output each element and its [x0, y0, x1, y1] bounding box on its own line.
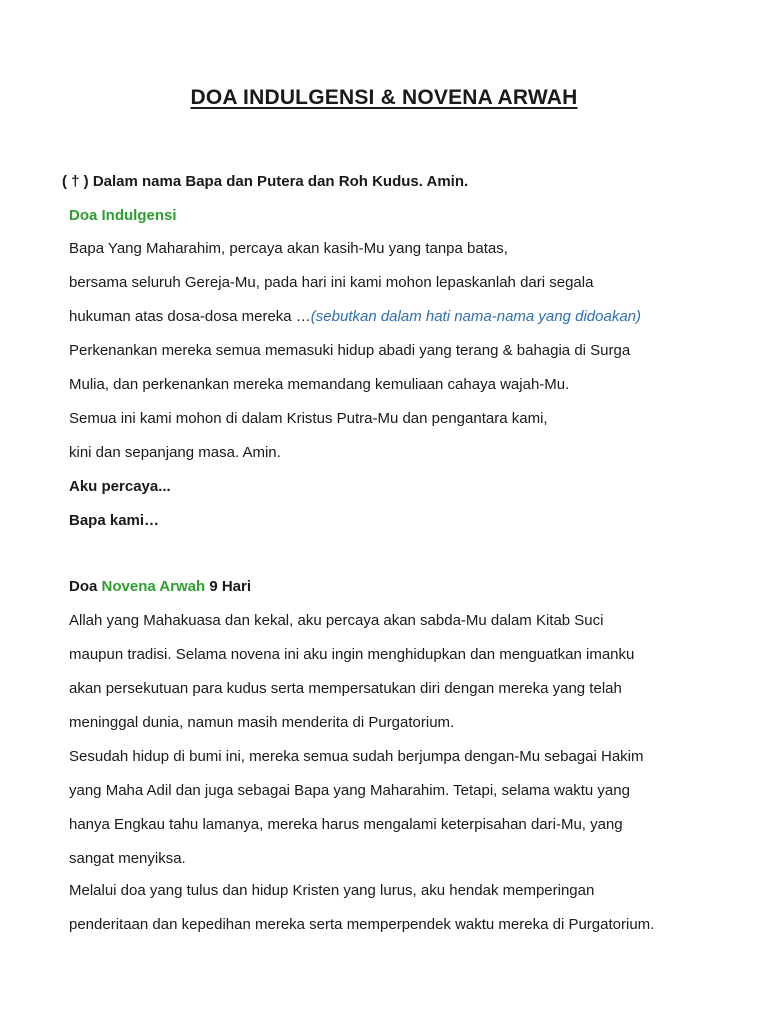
indulgensi-line-7: kini dan sepanjang masa. Amin.: [69, 444, 281, 461]
novena-line-7: hanya Engkau tahu lamanya, mereka harus mengalami keterpisahan dari-Mu, yang: [69, 816, 623, 833]
section-heading-novena: [69, 577, 251, 597]
credo-prayer: Aku percaya...: [69, 478, 171, 495]
novena-line-5: Sesudah hidup di bumi ini, mereka semua sudah berjumpa dengan-Mu sebagai Hakim: [69, 748, 644, 765]
document-title: DOA INDULGENSI & NOVENA ARWAH: [190, 86, 578, 109]
novena-line-9: Melalui doa yang tulus dan hidup Kristen yang lurus, aku hendak memperingan: [69, 882, 595, 899]
novena-line-8: sangat menyiksa.: [69, 850, 186, 867]
novena-line-1: Allah yang Mahakuasa dan kekal, aku percaya akan sabda-Mu dalam Kitab Suci: [69, 612, 604, 629]
novena-heading-pre: Doa: [69, 578, 102, 595]
novena-line-4: meninggal dunia, namun masih menderita di Purgatorium.: [69, 714, 455, 731]
novena-heading-highlight: Novena Arwah: [101, 578, 206, 595]
indulgensi-line-4: Perkenankan mereka semua memasuki hidup abadi yang terang & bahagia di Surga: [69, 342, 631, 359]
opening-invocation: ( † ) Dalam nama Bapa dan Putera dan Roh Kudus. Amin.: [62, 173, 469, 190]
novena-line-2: maupun tradisi. Selama novena ini aku ingin menghidupkan dan menguatkan imanku: [69, 646, 635, 663]
novena-line-10: penderitaan dan kepedihan mereka serta memperpendek waktu mereka di Purgatorium.: [69, 916, 655, 933]
indulgensi-line-2: bersama seluruh Gereja-Mu, pada hari ini kami mohon lepaskanlah dari segala: [69, 274, 594, 291]
pater-prayer: Bapa kami…: [69, 512, 160, 529]
indulgensi-line-3: [69, 307, 641, 327]
indulgensi-line-5: Mulia, dan perkenankan mereka memandang kemuliaan cahaya wajah-Mu.: [69, 376, 570, 393]
indulgensi-line-1: Bapa Yang Maharahim, percaya akan kasih-Mu yang tanpa batas,: [69, 240, 508, 257]
novena-line-6: yang Maha Adil dan juga sebagai Bapa yang Maharahim. Tetapi, selama waktu yang: [69, 782, 630, 799]
instruction-note: (sebutkan dalam hati nama-nama yang didoakan): [310, 308, 641, 325]
novena-line-3: akan persekutuan para kudus serta mempersatukan diri dengan mereka yang telah: [69, 680, 622, 697]
section-heading-indulgensi: Doa Indulgensi: [69, 207, 177, 224]
indulgensi-line-3-text: hukuman atas dosa-dosa mereka …: [69, 308, 311, 325]
indulgensi-line-6: Semua ini kami mohon di dalam Kristus Putra-Mu dan pengantara kami,: [69, 410, 548, 427]
novena-heading-post: 9 Hari: [205, 578, 252, 595]
